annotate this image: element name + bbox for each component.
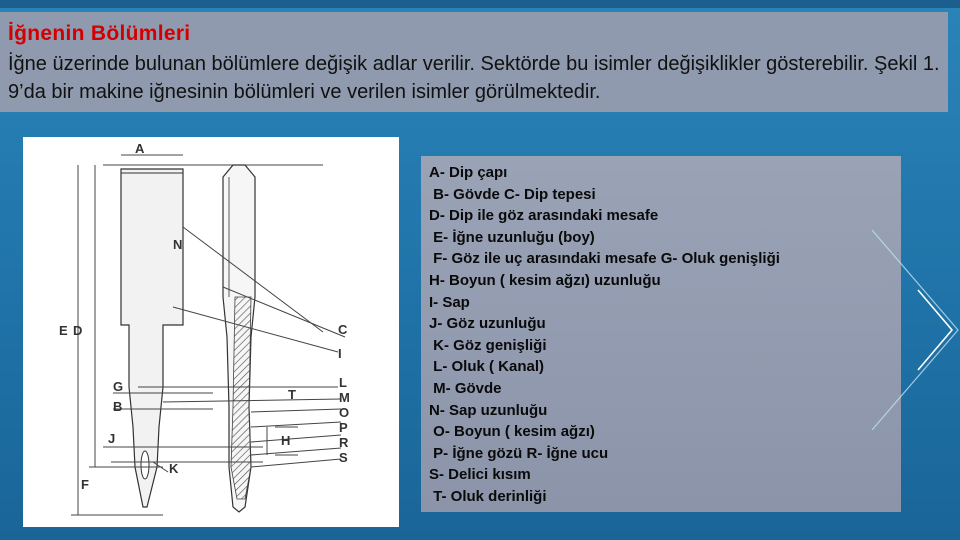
label-C: C [338,322,348,337]
label-H: H [281,433,291,448]
label-P: P [339,420,348,435]
top-accent-bar [0,0,960,8]
legend-item: O- Boyun ( kesim ağzı) [429,423,595,441]
legend-item: B- Gövde C- Dip tepesi [429,185,596,203]
label-T: T [288,387,296,402]
label-B: B [113,399,123,414]
header-band [0,12,948,112]
label-G: G [113,379,124,394]
label-O: O [339,405,350,420]
label-I: I [338,346,342,361]
legend-box [421,156,901,512]
label-J: J [108,431,116,446]
label-M: M [339,390,350,405]
label-L: L [339,375,347,390]
legend-item: K- Göz genişliği [429,336,547,354]
legend-item: A- Dip çapı [429,164,508,181]
legend-item: J- Göz uzunluğu [429,315,546,333]
legend-item: T- Oluk derinliği [429,487,547,505]
intro-text: İğne üzerinde bulunan bölümlere değişik adlar verilir. Sektörde bu isimler değişiklikler gösterebilir. Şekil 1. 9’da bir makine iğnesinin bölümleri ve verilen isimler görülmektedir. [8,53,940,103]
label-D: D [73,323,83,338]
needle-diagram [23,137,399,527]
chevron-decoration-icon [870,230,960,430]
legend-item: L- Oluk ( Kanal) [429,358,545,376]
legend-item: M- Gövde [429,379,502,397]
legend-item: E- İğne uzunluğu (boy) [429,228,595,246]
legend-item: N- Sap uzunluğu [429,401,548,419]
legend-item: D- Dip ile göz arasındaki mesafe [429,207,659,225]
legend-item: S- Delici kısım [429,466,531,484]
label-R: R [339,435,349,450]
label-S: S [339,450,348,465]
legend-item: I- Sap [429,293,470,311]
needle-front-outline [121,169,183,507]
label-E: E [59,323,68,338]
legend-list [421,156,901,508]
legend-item: H- Boyun ( kesim ağzı) uzunluğu [429,271,661,289]
needle-eye [141,451,149,479]
legend-item: F- Göz ile uç arasındaki mesafe G- Oluk genişliği [429,250,780,268]
slide-title: İğnenin Bölümleri [8,22,191,45]
label-F: F [81,477,89,492]
label-N: N [173,237,183,252]
label-A: A [135,141,145,156]
legend-item: P- İğne gözü R- İğne ucu [429,444,609,462]
label-K: K [169,461,179,476]
